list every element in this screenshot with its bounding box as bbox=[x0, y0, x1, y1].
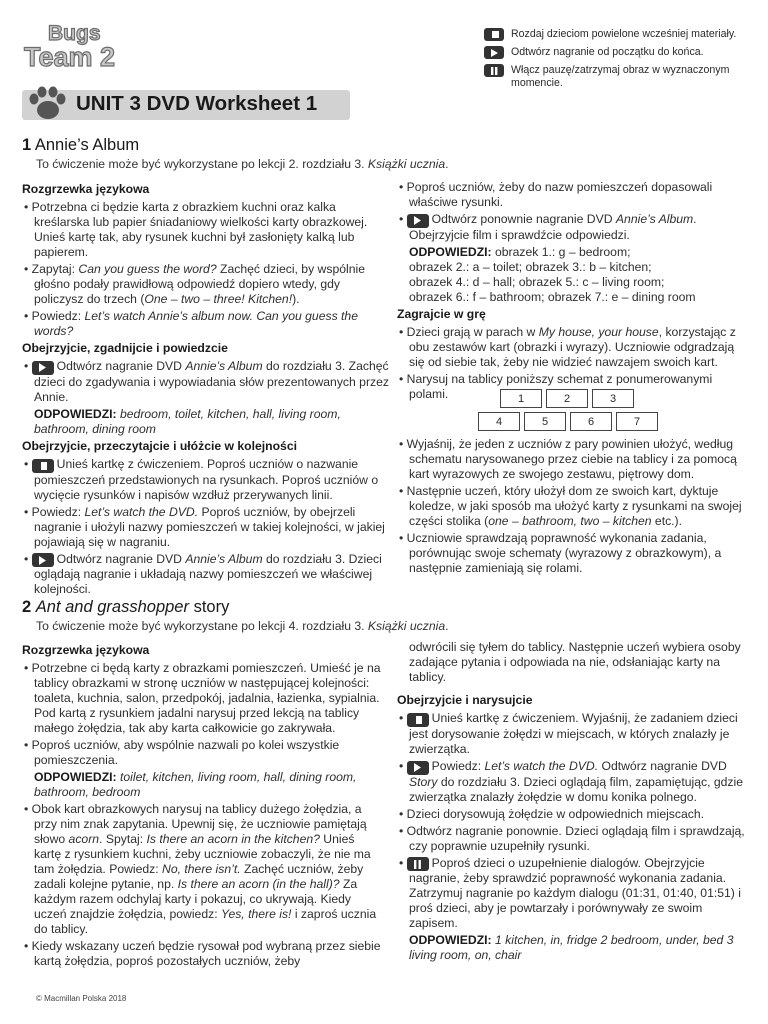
list-item: • Dzieci dorysowują żołędzie w odpowiednich miejscach. bbox=[399, 806, 705, 821]
intro-book: Książki ucznia bbox=[367, 157, 446, 171]
play-icon bbox=[407, 761, 429, 775]
item-text: , korzystając z obu zestawów kart (obrazki i wyrazy). Uczniowie odgradzają się od siebie tak, żeby nie widzieć nawzajem swoich kart. bbox=[409, 324, 736, 369]
section-1-right-column bbox=[397, 180, 753, 404]
worksheet-icon bbox=[32, 459, 54, 473]
item-text: Is there an acorn in the kitchen? bbox=[146, 832, 320, 846]
continued-text: odwrócili się tyłem do tablicy. Następnie uczeń wybiera osoby zadające pytania i odpowiada na nie, odsłaniając karty na tablicy. bbox=[409, 640, 741, 684]
item-text: Annie’s Album bbox=[615, 212, 694, 226]
paw-icon bbox=[26, 85, 68, 121]
item-text: Unieś kartkę z ćwiczeniem. Wyjaśnij, że zadaniem dzieci jest dorysowanie żołędzi w miejscach, w których znalazły je zwierzątka. bbox=[409, 711, 738, 756]
answers bbox=[397, 245, 753, 305]
intro-dot: . bbox=[445, 157, 449, 171]
intro-text: To ćwiczenie może być wykorzystane po lekcji 4. rozdziału 3. bbox=[36, 619, 368, 633]
item-text: acorn bbox=[68, 832, 100, 846]
play-icon bbox=[484, 46, 504, 59]
intro-book: Książki ucznia bbox=[367, 619, 446, 633]
section-2-title bbox=[22, 598, 229, 617]
section-2-left-column bbox=[22, 641, 384, 971]
item-text: Let’s watch Annie’s album now. Can you guess the words? bbox=[34, 309, 358, 338]
item-text: Let’s watch the DVD. bbox=[484, 759, 599, 773]
item-text: ). bbox=[292, 292, 300, 306]
item-text: do rozdziału 3. Dzieci oglądają film, zapamiętując, gdzie zwierzątka znalazły żołędzie w domu konika polnego. bbox=[409, 774, 743, 804]
heading-warmup: Rozgrzewka językowa bbox=[22, 182, 150, 196]
logo-line-2: Team 2 bbox=[24, 42, 116, 70]
item-text: . Spytaj: bbox=[99, 832, 147, 846]
item-text: Powiedz: bbox=[31, 309, 85, 323]
logo-line-1: Bugs bbox=[48, 22, 101, 45]
answers-text: toilet, kitchen, living room, hall, dining room, bathroom, bedroom bbox=[34, 770, 357, 799]
section-2-right-column bbox=[397, 640, 753, 965]
list-item: • Potrzebne ci będą karty z obrazkami pomieszczeń. Umieść je na tablicy obrazkami w stronę uczniów w następującej kolejności: toaleta, kuchnia, salon, przedpokój, jadalnia, łazienka, sypialnia. Pod kartą z rysunkiem jadalni narysuj przed lekcją na tablicy małego żołędzia, tak aby karta całkowicie go zakrywała. bbox=[24, 661, 381, 735]
list-item: • Powiedz: Let’s watch the DVD. Poproś uczniów, by obejrzeli nagranie i ułożyli nazwy pomieszczeń w takiej kolejności, w jakiej pojawiają się w nagraniu. bbox=[24, 504, 385, 549]
list-item: • Poproś uczniów, żeby do nazw pomieszczeń dopasowali właściwe rysunki. bbox=[399, 180, 713, 209]
list-item: • Obok kart obrazkowych narysuj na tablicy dużego żołędzia, a przy nim znak zapytania. Upewnij się, że uczniowie pamiętają słowo acorn. Spytaj: Is there an acorn in the kitchen? Unieś kartę z rysunkiem kuchni, żeby uczniowie zobaczyli, że nie ma tam żołędzia. Powiedz: No, there isn’t. Zachęć uczniów, żeby zadali kolejne pytanie, np. Is there an acorn (in the hall)? Za każdym razem odchylaj karty i pokazuj, co ukrywają. Kiedy uczeń znajdzie żołędzia, powiedz: Yes, there is! i zaproś ucznia do tablicy. bbox=[24, 802, 377, 936]
item-text: Wyjaśnij, że jeden z uczniów z pary powinien ułożyć, według schematu narysowanego przez ciebie na tablicy i za pomocą kart wyrazowych ze swojego zestawu, piętrowy dom. bbox=[406, 437, 737, 481]
list-item: • Uczniowie sprawdzają poprawność wykonania zadania, porównując swoje schematy (wyrazowy z obrazkowym), a następnie zamieniają się rolami. bbox=[399, 531, 722, 575]
item-text: My house, your house bbox=[538, 324, 659, 339]
section-2-name-suffix: story bbox=[188, 598, 230, 616]
item-text: No, there isn’t. bbox=[162, 862, 241, 876]
list-item: • Odtwórz nagranie DVD Annie’s Album do rozdziału 3. Zachęć dzieci do zgadywania i wypowiadania słów prezentowanych przez Annie. bbox=[24, 359, 389, 404]
section-1-left-column bbox=[22, 180, 390, 599]
grid-cell: 1 bbox=[500, 389, 542, 408]
item-text: . Obejrzyjcie film i sprawdźcie odpowiedzi. bbox=[409, 212, 697, 242]
section-1-title bbox=[22, 136, 139, 155]
item-text: Annie’s Album bbox=[185, 359, 263, 373]
item-text: Poproś uczniów, żeby do nazw pomieszczeń dopasowali właściwe rysunki. bbox=[406, 180, 713, 209]
item-text: Obok kart obrazkowych narysuj na tablicy dużego żołędzia, a przy nim znak zapytania. Upewnij się, że uczniowie pamiętają słowo bbox=[31, 802, 367, 846]
grid-cell: 3 bbox=[592, 389, 634, 408]
section-1-intro bbox=[36, 157, 449, 171]
item-text: Unieś kartę z rysunkiem kuchni, żeby uczniowie zobaczyli, że nie ma tam żołędzia. Powiedz: bbox=[34, 832, 371, 876]
item-text: Zachęć dzieci, by wspólnie głośno podały prawidłową odpowiedź dopiero wtedy, gdy policzysz do trzech ( bbox=[34, 262, 365, 306]
item-text: Dzieci dorysowują żołędzie w odpowiednich miejscach. bbox=[406, 806, 705, 821]
item-text: Odtwórz nagranie DVD bbox=[56, 551, 186, 566]
list-item: • Zapytaj: Can you guess the word? Zachęć dzieci, by wspólnie głośno podały prawidłową odpowiedź dopiero wtedy, gdy policzysz do trzech (One – two – three! Kitchen!). bbox=[24, 262, 365, 306]
copyright-footer: © Macmillan Polska 2018 bbox=[36, 994, 127, 1003]
list-item: • Kiedy wskazany uczeń będzie rysował pod wybraną przez siebie kartą żołędzia, poproś pozostałych uczniów, żeby bbox=[24, 939, 381, 968]
item-text: one – bathroom, two – kitchen bbox=[488, 514, 652, 528]
answers bbox=[22, 407, 390, 437]
unit-title: UNIT 3 DVD Worksheet 1 bbox=[76, 92, 318, 115]
item-text: Odtwórz nagranie DVD bbox=[56, 359, 186, 373]
item-text: Odtwórz nagranie ponownie. Dzieci oglądają film i sprawdzają, czy poprawnie uzupełniły rysunki. bbox=[406, 823, 745, 853]
item-text: Poproś dzieci o uzupełnienie dialogów. Obejrzyjcie nagranie, żeby sprawdzić poprawność wykonania zadania. Zatrzymuj nagranie po każdym dialogu (01:31, 01:40, 01:51) i proś dzieci, aby je powtarzały i porównywały ze swoim zapisem. bbox=[409, 855, 741, 930]
item-text: Can you guess the word? bbox=[78, 262, 217, 276]
item-text: Powiedz: bbox=[31, 504, 85, 519]
item-text: Potrzebne ci będą karty z obrazkami pomieszczeń. Umieść je na tablicy obrazkami w stronę uczniów w następującej kolejności: toaleta, kuchnia, salon, przedpokój, jadalnia, łazienka, sypialnia. Pod kartą z rysunkiem jadalni narysuj przed lekcją na tablicy małego żołędzia, tak aby karta całkowicie go zakrywała. bbox=[31, 661, 381, 735]
heading-watch: Obejrzyjcie, zgadnijcie i powiedzcie bbox=[22, 341, 228, 355]
list-item: • Odtwórz nagranie ponownie. Dzieci oglądają film i sprawdzają, czy poprawnie uzupełniły rysunki. bbox=[399, 823, 745, 853]
heading-warmup: Rozgrzewka językowa bbox=[22, 643, 150, 657]
grid-cell: 2 bbox=[546, 389, 588, 408]
section-1-number: 1 bbox=[22, 136, 32, 154]
item-text: i zaproś ucznia do tablicy. bbox=[34, 907, 377, 936]
answers-label: ODPOWIEDZI: bbox=[409, 933, 492, 947]
list-item: • Dzieci grają w parach w My house, your house, korzystając z obu zestawów kart (obrazki i wyrazy). Uczniowie odgradzają się od siebie tak, żeby nie widzieć nawzajem swoich kart. bbox=[399, 324, 736, 369]
item-text: Zapytaj: bbox=[31, 262, 79, 276]
item-text: One – two – three! Kitchen! bbox=[144, 292, 293, 306]
item-text: Odtwórz ponownie nagranie DVD bbox=[431, 212, 616, 226]
item-text: Poproś uczniów, aby wspólnie nazwali po kolei wszystkie pomieszczenia. bbox=[31, 738, 340, 767]
list-item: • Unieś kartkę z ćwiczeniem. Wyjaśnij, że zadaniem dzieci jest dorysowanie żołędzi w miejscach, w których znalazły je zwierzątka. bbox=[399, 711, 738, 756]
legend-text-play: Odtwórz nagranie od początku do końca. bbox=[511, 46, 704, 58]
list-item: • Odtwórz nagranie DVD Annie’s Album do rozdziału 3. Dzieci oglądają nagranie i układają nazwy pomieszczeń we właściwej kolejności. bbox=[24, 551, 382, 596]
worksheet-icon bbox=[484, 28, 504, 41]
pause-icon bbox=[407, 857, 429, 871]
item-text: Kiedy wskazany uczeń będzie rysował pod wybraną przez siebie kartą żołędzia, poproś pozostałych uczniów, żeby bbox=[31, 939, 381, 968]
answers-label: ODPOWIEDZI: bbox=[34, 770, 117, 784]
item-text: do rozdziału 3. Dzieci oglądają nagranie i układają nazwy pomieszczeń we właściwej kolejności. bbox=[34, 551, 382, 596]
item-text: Yes, there is! bbox=[220, 907, 292, 921]
legend-item-play bbox=[484, 46, 760, 59]
section-2-name: Ant and grasshopper bbox=[35, 598, 189, 616]
item-text: Poproś uczniów, by obejrzeli nagranie i ułożyli nazwy pomieszczeń w takiej kolejności, w jakiej pojawiają się w nagraniu. bbox=[34, 504, 385, 549]
item-text: Annie’s Album bbox=[185, 551, 263, 566]
list-item: • Narysuj na tablicy poniższy schemat z ponumerowanymi polami. bbox=[399, 371, 713, 401]
legend-text-worksheet: Rozdaj dzieciom powielone wcześniej materiały. bbox=[511, 28, 737, 40]
answers-text: 1 kitchen, in, fridge 2 bedroom, under, bed 3 living room, on, chair bbox=[409, 933, 734, 962]
list-item: • Wyjaśnij, że jeden z uczniów z pary powinien ułożyć, według schematu narysowanego przez ciebie na tablicy i za pomocą kart wyrazowych ze swojego zestawu, piętrowy dom. bbox=[399, 437, 737, 481]
play-icon bbox=[32, 361, 54, 375]
heading-game: Zagrajcie w grę bbox=[397, 306, 486, 321]
bugs-team-logo bbox=[22, 18, 140, 70]
item-text: Za każdym razem odchylaj karty i pokazuj, co ukrywają. Kiedy uczeń znajdzie żołędzia, powiedz: bbox=[34, 877, 358, 921]
item-text: Potrzebna ci będzie karta z obrazkiem kuchni oraz kalka kreślarska lub papier śniadaniowy wielkości karty obrazkowej. Unieś kartę tak, aby rysunek kuchni był zasłonięty kalką lub papierem. bbox=[31, 200, 368, 259]
heading-draw: Obejrzyjcie i narysujcie bbox=[397, 693, 533, 707]
legend-item-pause bbox=[484, 64, 760, 90]
worksheet-icon bbox=[407, 713, 429, 727]
answers-line: obrazek 6.: f – bathroom; obrazek 7.: e – dining room bbox=[409, 289, 696, 304]
answers-label: ODPOWIEDZI: bbox=[409, 244, 492, 259]
answers-label: ODPOWIEDZI: bbox=[34, 406, 117, 421]
item-text: Let’s watch the DVD. bbox=[84, 504, 199, 519]
legend-item-worksheet bbox=[484, 28, 760, 41]
item-text: Odtwórz nagranie DVD bbox=[598, 759, 727, 773]
item-text: Uczniowie sprawdzają poprawność wykonania zadania, porównując swoje schematy (wyrazowy z obrazkowym), a następnie zamieniają się rolami. bbox=[406, 531, 722, 575]
item-text: Zachęć uczniów, żeby zadali kolejne pytanie, np. bbox=[34, 862, 364, 891]
list-item: • Unieś kartkę z ćwiczeniem. Poproś uczniów o nazwanie pomieszczeń przedstawionych na rysunkach. Poproś uczniów o wycięcie rysunków i napisów wzdłuż przerywanych linii. bbox=[24, 456, 379, 502]
item-text: Następnie uczeń, który ułożył dom ze swoich kart, dyktuje koledze, w jaki sposób ma ułożyć karty z rysunkami na swojej części stolika ( bbox=[406, 484, 742, 528]
list-item: • Następnie uczeń, który ułożył dom ze swoich kart, dyktuje koledze, w jaki sposób ma ułożyć karty z rysunkami na swojej części stolika (one – bathroom, two – kitchen etc.). bbox=[399, 484, 742, 528]
answers bbox=[397, 933, 753, 963]
intro-text: To ćwiczenie może być wykorzystane po lekcji 2. rozdziału 3. bbox=[36, 157, 368, 171]
intro-dot: . bbox=[445, 619, 449, 633]
section-2-intro bbox=[36, 619, 449, 633]
item-text: Story bbox=[409, 774, 438, 789]
pause-icon bbox=[484, 64, 504, 77]
grid-cell: 5 bbox=[524, 412, 566, 431]
item-text: Unieś kartkę z ćwiczeniem. Poproś uczniów o nazwanie pomieszczeń przedstawionych na rysunkach. Poproś uczniów o wycięcie rysunków i napisów wzdłuż przerywanych linii. bbox=[34, 456, 379, 502]
item-text: Powiedz: bbox=[431, 759, 485, 773]
answers-line: obrazek 4.: d – hall; obrazek 5.: c – living room; bbox=[409, 274, 665, 289]
item-text: etc.). bbox=[651, 514, 683, 528]
section-1-right-column-lower bbox=[397, 437, 753, 578]
heading-order: Obejrzyjcie, przeczytajcie i ułóżcie w kolejności bbox=[22, 438, 298, 453]
section-2-number: 2 bbox=[22, 598, 32, 616]
icon-legend bbox=[484, 28, 760, 95]
play-icon bbox=[32, 553, 54, 567]
item-text: Dzieci grają w parach w bbox=[406, 324, 539, 339]
answers-line: obrazek 2.: a – toilet; obrazek 3.: b – kitchen; bbox=[409, 259, 652, 274]
grid-cell: 6 bbox=[570, 412, 612, 431]
grid-cell: 7 bbox=[616, 412, 658, 431]
answers-line: obrazek 1.: g – bedroom; bbox=[491, 244, 631, 259]
legend-text-pause: Włącz pauzę/zatrzymaj obraz w wyznaczonym momencie. bbox=[511, 64, 730, 89]
list-item: • Poproś uczniów, aby wspólnie nazwali po kolei wszystkie pomieszczenia. bbox=[24, 738, 340, 767]
answers bbox=[22, 770, 384, 800]
list-item: • Potrzebna ci będzie karta z obrazkiem kuchni oraz kalka kreślarska lub papier śniadaniowy wielkości karty obrazkowej. Unieś kartę tak, aby rysunek kuchni był zasłonięty kalką lub papierem. bbox=[24, 200, 368, 259]
item-text: Is there an acorn (in the hall)? bbox=[177, 877, 340, 891]
list-item: • Powiedz: Let’s watch Annie’s album now. Can you guess the words? bbox=[24, 309, 358, 338]
answers-text: bedroom, toilet, kitchen, hall, living room, bathroom, dining room bbox=[34, 406, 341, 436]
list-item: • Odtwórz ponownie nagranie DVD Annie’s Album. Obejrzyjcie film i sprawdźcie odpowiedzi. bbox=[399, 212, 697, 242]
list-item: • Powiedz: Let’s watch the DVD. Odtwórz nagranie DVD Story do rozdziału 3. Dzieci oglądają film, zapamiętując, gdzie zwierzątka znalazły żołędzie w domu konika polnego. bbox=[399, 759, 743, 804]
item-text: Narysuj na tablicy poniższy schemat z ponumerowanymi polami. bbox=[406, 371, 713, 401]
list-item: • Poproś dzieci o uzupełnienie dialogów. Obejrzyjcie nagranie, żeby sprawdzić poprawność wykonania zadania. Zatrzymuj nagranie po każdym dialogu (01:31, 01:40, 01:51) i proś dzieci, aby je powtarzały i porównywały ze swoim zapisem. bbox=[399, 855, 741, 930]
play-icon bbox=[407, 214, 429, 228]
section-1-name: Annie’s Album bbox=[34, 136, 140, 154]
grid-cell: 4 bbox=[478, 412, 520, 431]
item-text: do rozdziału 3. Zachęć dzieci do zgadywania i wypowiadania słów prezentowanych przez Annie. bbox=[34, 359, 389, 404]
